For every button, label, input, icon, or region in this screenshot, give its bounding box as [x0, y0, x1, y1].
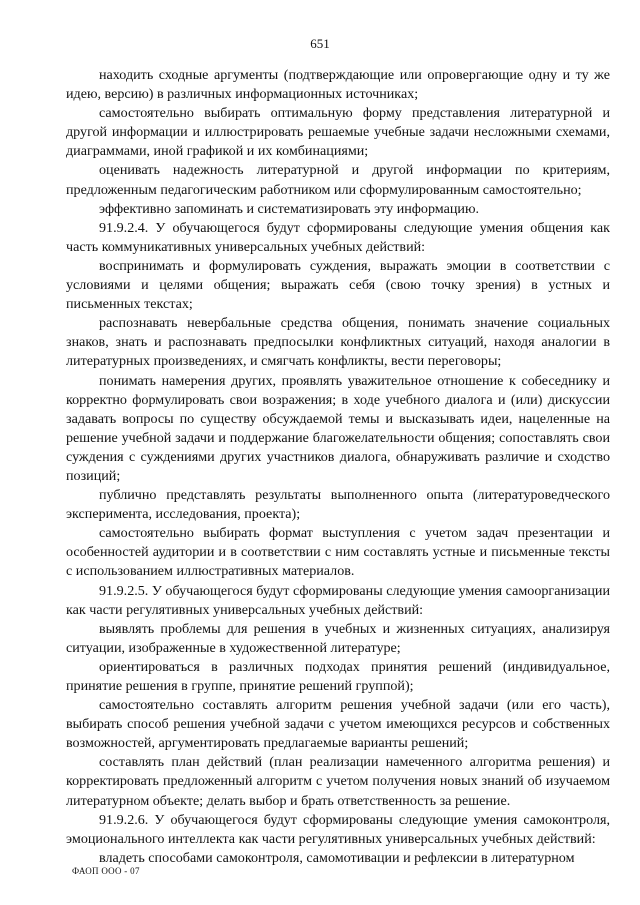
- document-body: [66, 66, 610, 868]
- paragraph: самостоятельно составлять алгоритм решения учебной задачи (или его часть), выбирать способ решения учебной задачи с учетом имеющихся ресурсов и собственных возможностей, аргументировать предлагаемые варианты решений;: [66, 697, 610, 752]
- paragraph: составлять план действий (план реализации намеченного алгоритма решения) и корректировать предложенный алгоритм с учетом получения новых знаний об изучаемом литературном объекте; делать выбор и брать ответственность за решение.: [66, 754, 610, 809]
- paragraph: распознавать невербальные средства общения, понимать значение социальных знаков, знать и распознавать предпосылки конфликтных ситуаций, находя аналогии в литературных произведениях, и смягчать конфликты, вести переговоры;: [66, 315, 610, 370]
- paragraph: эффективно запоминать и систематизировать эту информацию.: [99, 200, 480, 217]
- paragraph: оценивать надежность литературной и другой информации по критериям, предложенным педагогическим работником или сформулированным самостоятельно;: [66, 162, 610, 198]
- paragraph: выявлять проблемы для решения в учебных и жизненных ситуациях, анализируя ситуации, изображенные в художественной литературе;: [66, 620, 610, 656]
- paragraph: находить сходные аргументы (подтверждающие или опровергающие одну и ту же идею, версию) в различных информационных источниках;: [66, 67, 610, 103]
- footer-document-code: ФАОП ООО - 07: [72, 866, 140, 876]
- section-heading-91-9-2-5: 91.9.2.5. У обучающегося будут сформированы следующие умения самоорганизации как части регулятивных универсальных учебных действий:: [66, 582, 610, 618]
- paragraph: публично представлять результаты выполненного опыта (литературоведческого эксперимента, исследования, проекта);: [66, 487, 610, 523]
- page-number: 651: [310, 36, 330, 51]
- paragraph: воспринимать и формулировать суждения, выражать эмоции в соответствии с условиями и целями общения; выражать себя (свою точку зрения) в устных и письменных текстах;: [66, 257, 610, 313]
- paragraph: понимать намерения других, проявлять уважительное отношение к собеседнику и корректно формулировать свои возражения; в ходе учебного диалога и (или) дискуссии задавать вопросы по существу обсуждаемой темы и высказывать идеи, нацеленные на решение учебной задачи и поддержание благожелательности общения; сопоставлять свои суждения с суждениями других участников диалога, обнаруживать различие и сходство позиций;: [66, 372, 610, 484]
- paragraph: самостоятельно выбирать оптимальную форму представления литературной и другой информации и иллюстрировать решаемые учебные задачи несложными схемами, диаграммами, иной графикой и их комбинациями;: [66, 105, 610, 160]
- section-heading-91-9-2-6: 91.9.2.6. У обучающегося будут сформированы следующие умения самоконтроля, эмоционального интеллекта как части регулятивных универсальных учебных действий:: [66, 811, 610, 847]
- section-heading-91-9-2-4: 91.9.2.4. У обучающегося будут сформированы следующие умения общения как часть коммуникативных универсальных учебных действий:: [66, 219, 610, 255]
- paragraph: ориентироваться в различных подходах принятия решений (индивидуальное, принятие решения в группе, принятие решений группой);: [66, 658, 610, 694]
- paragraph: владеть способами самоконтроля, самомотивации и рефлексии в литературном: [99, 849, 575, 866]
- paragraph: самостоятельно выбирать формат выступления с учетом задач презентации и особенностей аудитории и в соответствии с ним составлять устные и письменные тексты с использованием иллюстративных материалов.: [66, 525, 610, 580]
